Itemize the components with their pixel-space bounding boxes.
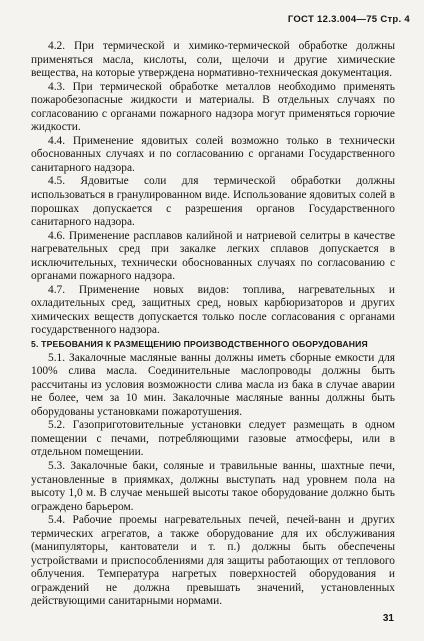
section-title: 5. ТРЕБОВАНИЯ К РАЗМЕЩЕНИЮ ПРОИЗВОДСТВЕННОГО ОБОРУДОВАНИЯ (31, 339, 368, 350)
page-header: ГОСТ 12.3.004—75 Стр. 4 (287, 14, 410, 25)
paragraph-5-1: 5.1. Закалочные масляные ванны должны иметь сборные емкости для 100% слива масла. Соединительные маслопроводы должны быть рассчитаны из условия возможности слива масла из бака в случае аварии не более, чем за 10 мин. Закалочные масляные ванны должны быть оборудованы установками пожаротушения. (31, 351, 395, 418)
paragraph-5-4: 5.4. Рабочие проемы нагревательных печей, печей-ванн и других термических агрегатов, а также оборудование для их обслуживания (манипуляторы, кантователи и т. п.) должны быть обеспечены устройствами и приспособлениями для защиты работающих от теплового облучения. Температура нагретых поверхностей оборудования и ограждений не должна превышать значений, установленных действующими санитарными нормами. (31, 514, 395, 608)
document-body (31, 40, 395, 609)
paragraph-4-3: 4.3. При термической обработке металлов необходимо применять пожаробезопасные жидкости и материалы. В отдельных случаях по согласованию с органами пожарного надзора могут применяться горючие жидкости. (31, 80, 395, 134)
paragraph-4-4: 4.4. Применение ядовитых солей возможно только в технически обоснованных случаях и по согласованию с органами Государственного санитарного надзора. (31, 134, 395, 174)
paragraph-4-7: 4.7. Применение новых видов: топлива, нагревательных и охладительных сред, защитных сред, новых карбюризаторов и других химических веществ допускается только после согласования с органами государственного надзора. (31, 283, 395, 337)
page-number: 31 (382, 613, 394, 624)
paragraph-5-2: 5.2. Газоприготовительные установки следует размещать в одном помещении с печами, потребляющими газовые атмосферы, или в отдельном помещении. (31, 419, 395, 459)
paragraph-4-6: 4.6. Применение расплавов калийной и натриевой селитры в качестве нагревательных сред при закалке легких сплавов допускается в исключительных, технически обоснованных случаях по согласованию с органами пожарного надзора. (31, 229, 395, 283)
paragraph-4-5: 4.5. Ядовитые соли для термической обработки должны использоваться в гранулированном виде. Использование ядовитых солей в порошках допускается с разрешения органов Государственного санитарного надзора. (31, 175, 395, 229)
paragraph-5-3: 5.3. Закалочные баки, соляные и травильные ванны, шахтные печи, установленные в приямках, должны выступать над уровнем пола на высоту 1,0 м. В случае меньшей высоты такое оборудование должно быть ограждено барьером. (31, 459, 395, 513)
paragraph-4-2: 4.2. При термической и химико-термической обработке должны применяться масла, кислоты, соли, щелочи и другие химические вещества, на которые утверждена нормативно-техническая документация. (31, 40, 395, 80)
